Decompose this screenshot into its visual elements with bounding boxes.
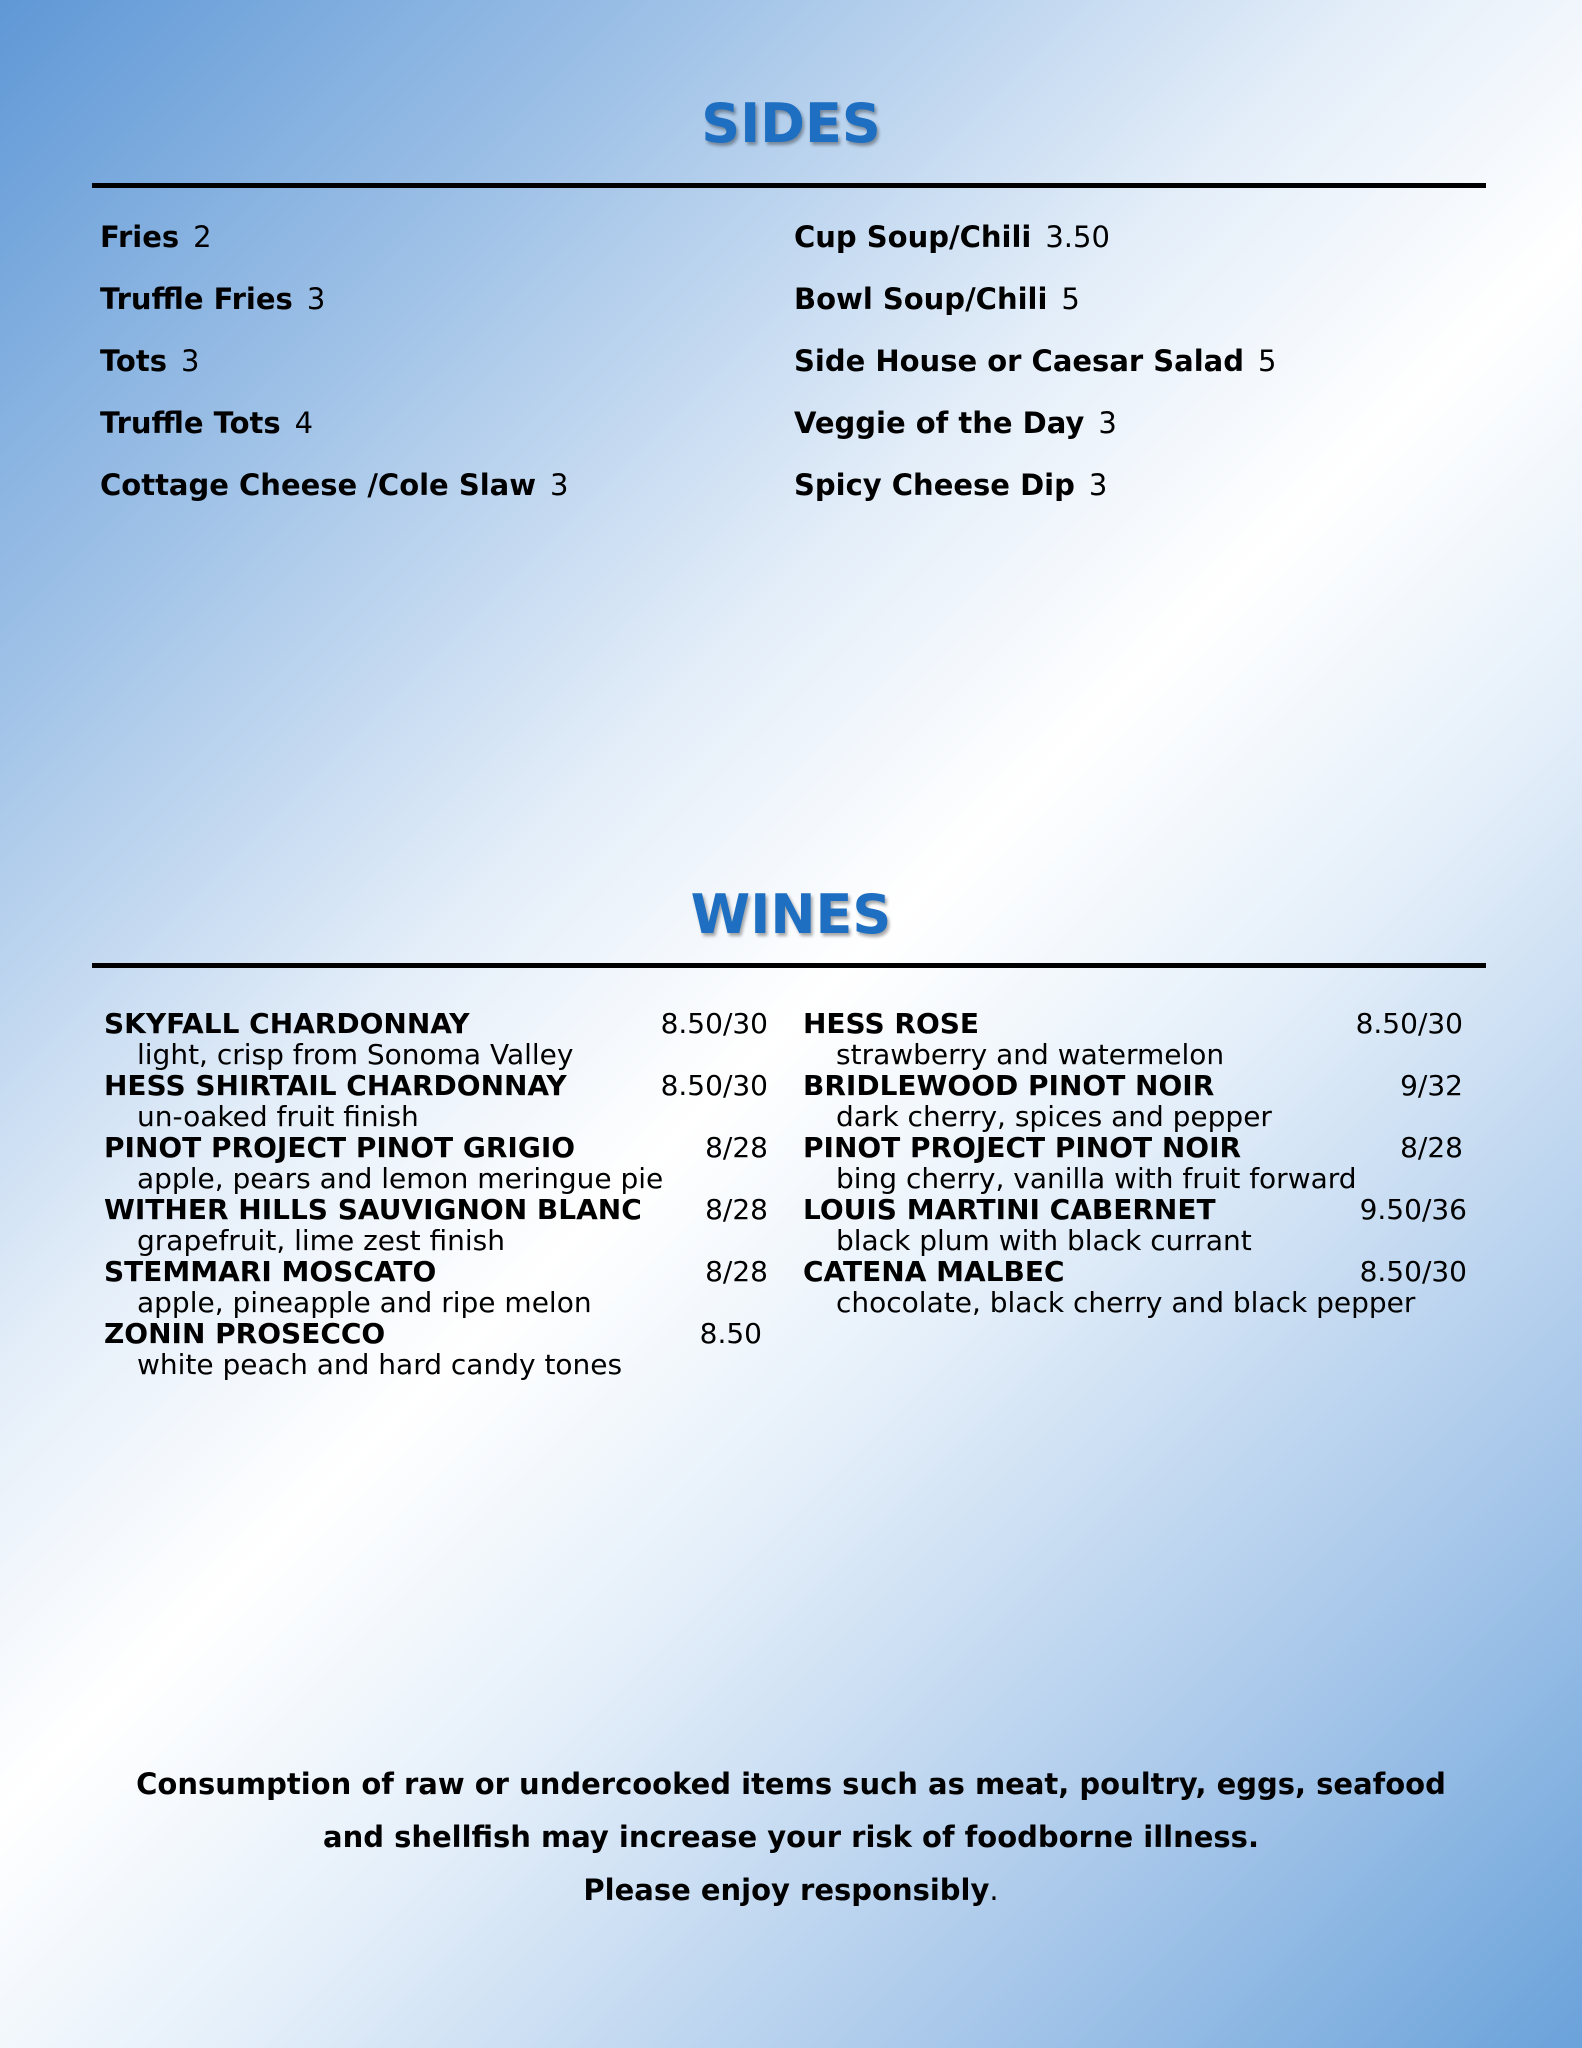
notice-period: . xyxy=(989,1873,999,1907)
side-item xyxy=(100,398,568,460)
side-item-price: 3 xyxy=(180,344,200,378)
side-item xyxy=(100,460,568,522)
side-item-price: 3 xyxy=(306,282,326,316)
wine-price: 8.50/30 xyxy=(660,1007,768,1040)
wines-divider xyxy=(92,963,1486,968)
wine-description: chocolate, black cherry and black pepper xyxy=(836,1286,1416,1319)
wine-price: 9/32 xyxy=(1400,1069,1463,1102)
sides-left-column xyxy=(100,212,568,522)
wine-item xyxy=(803,1256,1467,1318)
side-item-name: Tots xyxy=(100,344,167,378)
wine-price: 8.50/30 xyxy=(660,1069,768,1102)
side-item-name: Cup Soup/Chili xyxy=(794,220,1032,254)
wine-name: SKYFALL CHARDONNAY xyxy=(104,1007,470,1040)
wine-name: PINOT PROJECT PINOT GRIGIO xyxy=(104,1131,576,1164)
wine-item xyxy=(104,1070,768,1132)
notice-enjoy-text: Please enjoy responsibly xyxy=(583,1873,990,1907)
side-item-name: Side House or Caesar Salad xyxy=(794,344,1245,378)
sides-title: SIDES xyxy=(701,92,881,155)
side-item xyxy=(100,274,568,336)
wine-name: HESS ROSE xyxy=(803,1007,980,1040)
side-item-name: Veggie of the Day xyxy=(794,406,1085,440)
wine-price: 8/28 xyxy=(705,1193,768,1226)
wine-name: HESS SHIRTAIL CHARDONNAY xyxy=(104,1069,567,1102)
side-item-price: 5 xyxy=(1258,344,1277,378)
side-item-name: Spicy Cheese Dip xyxy=(794,468,1075,502)
side-item-name: Bowl Soup/Chili xyxy=(794,282,1048,316)
side-item-name: Fries xyxy=(100,220,180,254)
wine-price: 8.50 xyxy=(699,1317,762,1350)
wine-name: BRIDLEWOOD PINOT NOIR xyxy=(803,1069,1215,1102)
wine-item xyxy=(104,1008,768,1070)
side-item xyxy=(100,212,568,274)
wine-price: 8/28 xyxy=(705,1255,768,1288)
wine-description: apple, pears and lemon meringue pie xyxy=(137,1162,664,1195)
wine-description: un-oaked fruit finish xyxy=(137,1100,419,1133)
wine-item xyxy=(803,1132,1467,1194)
side-item-price: 3 xyxy=(1088,468,1108,502)
side-item xyxy=(794,460,1276,522)
side-item xyxy=(100,336,568,398)
wines-left-column xyxy=(104,1008,768,1380)
wine-item xyxy=(803,1194,1467,1256)
side-item xyxy=(794,274,1276,336)
wine-item xyxy=(104,1194,768,1256)
wine-price: 8/28 xyxy=(705,1131,768,1164)
food-safety-notice xyxy=(0,1758,1582,1917)
side-item-price: 3 xyxy=(550,468,569,502)
side-item-name: Cottage Cheese /Cole Slaw xyxy=(100,468,537,502)
side-item-price: 3.50 xyxy=(1045,220,1110,254)
wine-price: 8/28 xyxy=(1400,1131,1463,1164)
side-item xyxy=(794,336,1276,398)
sides-divider xyxy=(92,183,1486,188)
notice-line xyxy=(0,1864,1582,1917)
wines-title: WINES xyxy=(690,883,892,946)
wine-name: PINOT PROJECT PINOT NOIR xyxy=(803,1131,1242,1164)
wine-price: 9.50/36 xyxy=(1359,1193,1467,1226)
wine-name: STEMMARI MOSCATO xyxy=(104,1255,437,1288)
wine-item xyxy=(104,1256,768,1318)
wine-name: WITHER HILLS SAUVIGNON BLANC xyxy=(104,1193,642,1226)
wine-name: CATENA MALBEC xyxy=(803,1255,1065,1288)
side-item-price: 4 xyxy=(294,406,314,440)
side-item-price: 2 xyxy=(193,220,212,254)
wine-item xyxy=(104,1318,768,1380)
wine-description: white peach and hard candy tones xyxy=(137,1348,623,1381)
wine-price: 8.50/30 xyxy=(1355,1007,1463,1040)
notice-line: and shellfish may increase your risk of foodborne illness. xyxy=(323,1820,1259,1854)
wine-description: strawberry and watermelon xyxy=(836,1038,1225,1071)
wine-item xyxy=(104,1132,768,1194)
wine-price: 8.50/30 xyxy=(1359,1255,1467,1288)
wine-name: ZONIN PROSECCO xyxy=(104,1317,386,1350)
side-item xyxy=(794,398,1276,460)
side-item-name: Truffle Fries xyxy=(100,282,293,316)
wine-item xyxy=(803,1070,1467,1132)
side-item xyxy=(794,212,1276,274)
wine-description: apple, pineapple and ripe melon xyxy=(137,1286,592,1319)
wine-description: black plum with black currant xyxy=(836,1224,1252,1257)
wine-description: bing cherry, vanilla with fruit forward xyxy=(836,1162,1357,1195)
notice-line: Consumption of raw or undercooked items such as meat, poultry, eggs, seafood xyxy=(136,1767,1446,1801)
side-item-price: 5 xyxy=(1061,282,1080,316)
wines-right-column xyxy=(803,1008,1467,1318)
wine-item xyxy=(803,1008,1467,1070)
wine-description: light, crisp from Sonoma Valley xyxy=(137,1038,574,1071)
wine-name: LOUIS MARTINI CABERNET xyxy=(803,1193,1216,1226)
wine-description: grapefruit, lime zest finish xyxy=(137,1224,505,1257)
sides-right-column xyxy=(794,212,1276,522)
side-item-price: 3 xyxy=(1098,406,1117,440)
side-item-name: Truffle Tots xyxy=(100,406,281,440)
wine-description: dark cherry, spices and pepper xyxy=(836,1100,1272,1133)
